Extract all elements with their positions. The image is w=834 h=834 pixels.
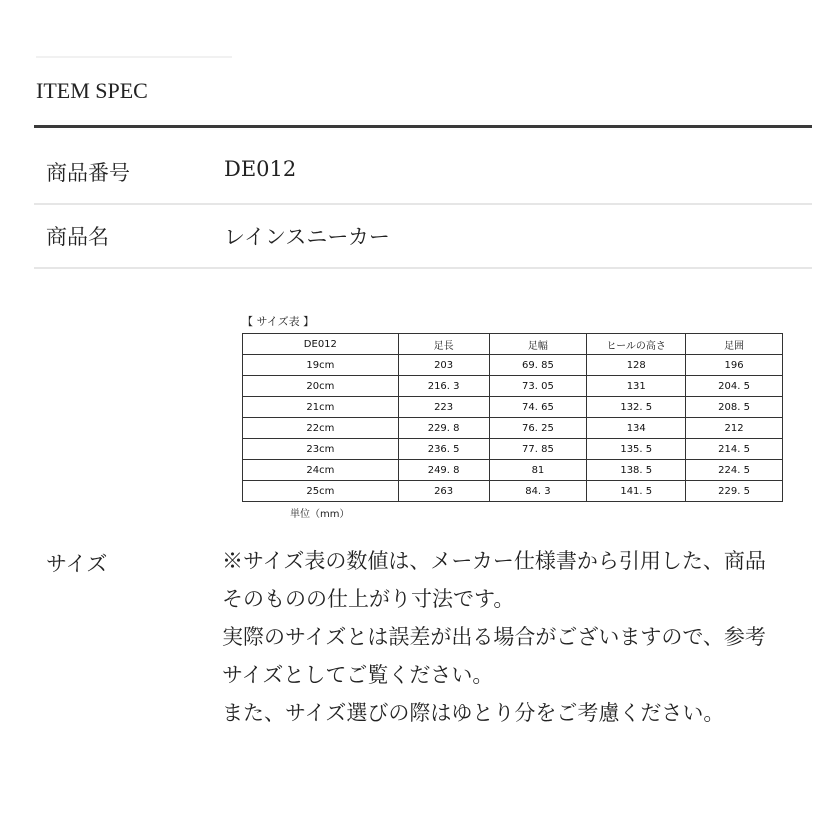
column-header: 足囲 [686, 334, 783, 355]
row-divider [34, 267, 812, 269]
table-cell: 249. 8 [398, 460, 489, 481]
table-cell: 229. 5 [686, 481, 783, 502]
unit-label: 単位（mm） [290, 509, 350, 520]
table-cell: 212 [686, 418, 783, 439]
table-cell: 135. 5 [587, 439, 686, 460]
section-title: ITEM SPEC [36, 78, 148, 103]
table-cell: 214. 5 [686, 439, 783, 460]
column-header: 足長 [398, 334, 489, 355]
table-cell: 24cm [243, 460, 399, 481]
table-cell: 236. 5 [398, 439, 489, 460]
table-cell: 204. 5 [686, 376, 783, 397]
column-header: ヒールの高さ [587, 334, 686, 355]
size-chart-title: 【 サイズ表 】 [242, 315, 315, 328]
spec-label-item-name: 商品名 [46, 225, 109, 249]
table-cell: 128 [587, 355, 686, 376]
table-row [243, 460, 783, 481]
spec-value-item-number: DE012 [224, 157, 297, 181]
table-cell: 84. 3 [489, 481, 587, 502]
table-cell: 25cm [243, 481, 399, 502]
spec-label-item-number: 商品番号 [46, 161, 130, 185]
table-cell: 223 [398, 397, 489, 418]
table-cell: 208. 5 [686, 397, 783, 418]
table-cell: 196 [686, 355, 783, 376]
table-row [243, 355, 783, 376]
table-cell: 77. 85 [489, 439, 587, 460]
table-cell: 132. 5 [587, 397, 686, 418]
size-note-line: また、サイズ選びの際はゆとり分をご考慮ください。 [222, 701, 725, 725]
table-row [243, 397, 783, 418]
table-cell: 22cm [243, 418, 399, 439]
table-cell: 141. 5 [587, 481, 686, 502]
top-divider [34, 125, 812, 128]
table-cell: 20cm [243, 376, 399, 397]
table-cell: 74. 65 [489, 397, 587, 418]
row-divider [34, 203, 812, 205]
size-table [242, 333, 783, 502]
table-cell: 224. 5 [686, 460, 783, 481]
size-note [222, 542, 782, 732]
size-chart [242, 313, 787, 520]
table-cell: 81 [489, 460, 587, 481]
table-cell: 73. 05 [489, 376, 587, 397]
table-cell: 131 [587, 376, 686, 397]
table-cell: 263 [398, 481, 489, 502]
table-cell: 138. 5 [587, 460, 686, 481]
table-cell: 134 [587, 418, 686, 439]
spec-label-size: サイズ [46, 552, 108, 576]
table-cell: 19cm [243, 355, 399, 376]
top-faint-divider [36, 56, 232, 58]
table-cell: 229. 8 [398, 418, 489, 439]
table-row [243, 418, 783, 439]
table-cell: 76. 25 [489, 418, 587, 439]
table-cell: 216. 3 [398, 376, 489, 397]
size-note-line: 実際のサイズとは誤差が出る場合がございますので、参考サイズとしてご覧ください。 [222, 625, 766, 687]
table-row [243, 481, 783, 502]
table-cell: 203 [398, 355, 489, 376]
table-cell: 69. 85 [489, 355, 587, 376]
size-note-line: ※サイズ表の数値は、メーカー仕様書から引用した、商品そのものの仕上がり寸法です。 [222, 549, 766, 611]
column-header: DE012 [243, 334, 399, 355]
spec-value-item-name: レインスニーカー [224, 225, 390, 249]
table-row [243, 439, 783, 460]
table-cell: 23cm [243, 439, 399, 460]
table-cell: 21cm [243, 397, 399, 418]
table-row [243, 376, 783, 397]
column-header: 足幅 [489, 334, 587, 355]
size-table-header-row [243, 334, 783, 355]
